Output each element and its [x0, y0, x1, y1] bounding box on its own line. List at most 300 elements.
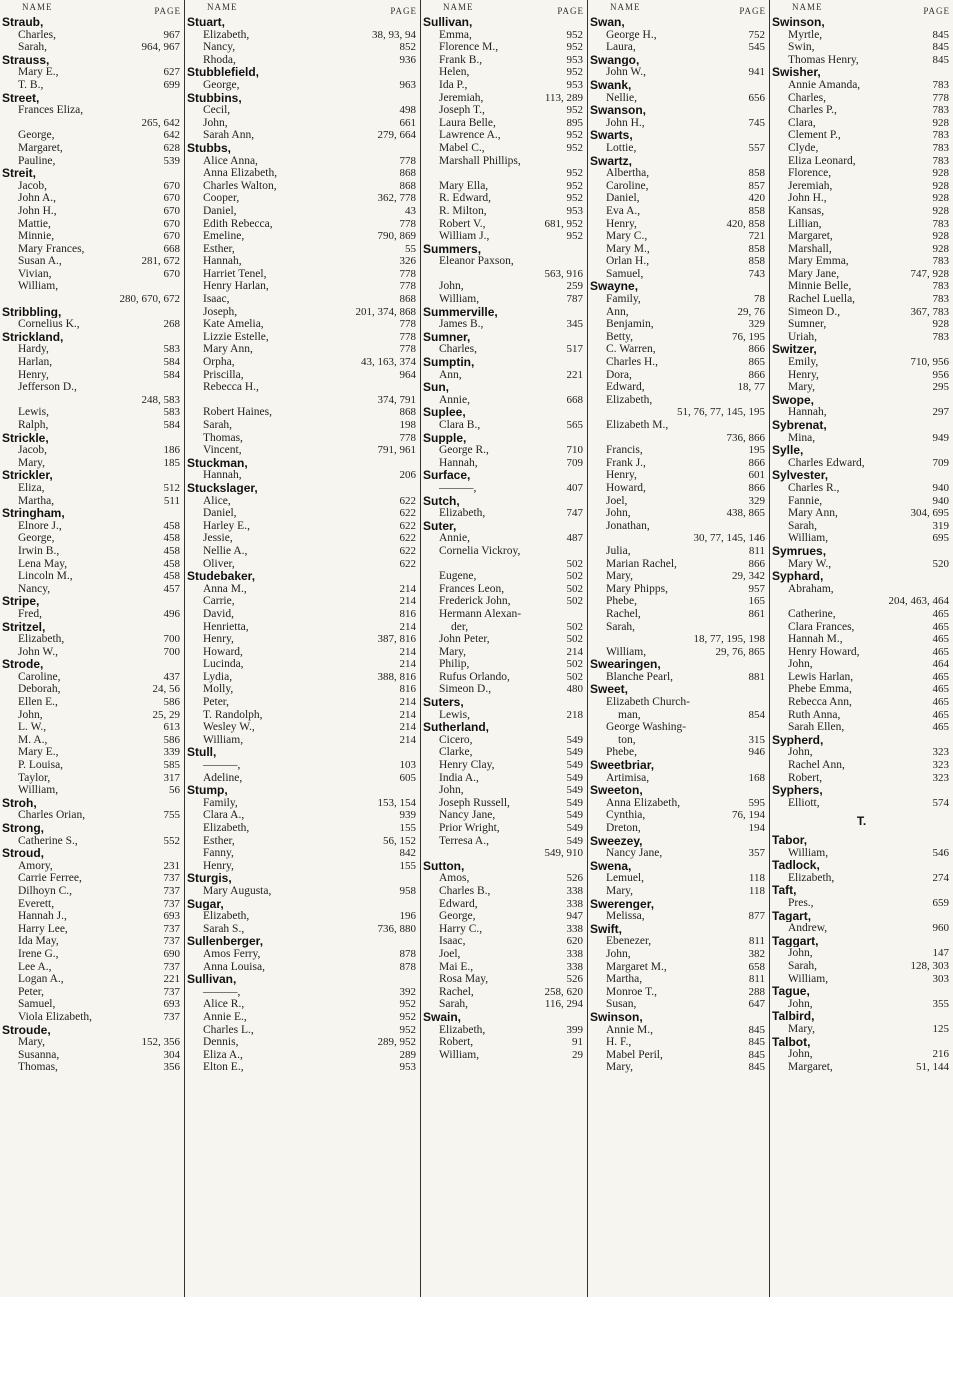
page-numbers: 18, 77	[737, 381, 765, 394]
entry-name: Alice R.,	[203, 998, 245, 1011]
index-entry	[421, 835, 587, 848]
index-entry	[0, 696, 184, 709]
page-numbers: 868	[399, 179, 416, 192]
index-entry	[770, 960, 953, 973]
entry-name: John W.,	[606, 66, 646, 79]
page-numbers: 355	[932, 997, 949, 1010]
page-numbers: 323	[932, 759, 949, 772]
page-numbers: 953	[566, 78, 583, 91]
index-entry	[588, 268, 769, 281]
index-entry	[421, 961, 587, 974]
index-entry	[185, 268, 420, 281]
index-entry	[588, 381, 769, 394]
surname-heading	[0, 16, 184, 29]
page-numbers: 465	[932, 708, 949, 721]
entry-name: Stuckslager,	[187, 481, 258, 495]
index-entry	[185, 205, 420, 218]
page-numbers: 43, 163, 374	[361, 356, 416, 369]
index-entry	[588, 797, 769, 810]
page-numbers: 953	[399, 1061, 416, 1074]
page-numbers: 842	[399, 847, 416, 860]
page-numbers: 76, 195	[732, 330, 765, 343]
index-entry	[0, 948, 184, 961]
index-entry	[770, 696, 953, 709]
entry-name: George,	[18, 532, 55, 545]
index-entry	[185, 595, 420, 608]
surname-heading	[185, 784, 420, 797]
page-numbers: 952	[566, 41, 583, 54]
index-entry	[0, 280, 184, 293]
page-numbers: 595	[748, 796, 765, 809]
page-numbers: 526	[566, 872, 583, 885]
index-entry	[0, 532, 184, 545]
page-numbers: 43	[405, 204, 416, 217]
index-entry	[588, 910, 769, 923]
index-entry	[185, 255, 420, 268]
entry-name: Elnore J.,	[18, 519, 62, 532]
entry-list	[770, 16, 953, 1073]
page-numbers: 710	[566, 444, 583, 457]
page-header: PAGE	[923, 6, 950, 16]
page-numbers: 743	[748, 267, 765, 280]
index-entry	[185, 432, 420, 445]
index-entry	[770, 167, 953, 180]
index-entry	[421, 155, 587, 168]
index-entry	[185, 343, 420, 356]
entry-name: Mary Ella,	[439, 179, 489, 192]
index-entry	[185, 180, 420, 193]
page-numbers: 465	[932, 696, 949, 709]
index-entry	[0, 444, 184, 457]
index-entry	[588, 419, 769, 432]
entry-name: Sarah,	[788, 959, 818, 972]
surname-heading	[770, 343, 953, 356]
page-numbers: 511	[163, 494, 180, 507]
surname-heading	[421, 356, 587, 369]
entry-name: Harlan,	[18, 356, 53, 369]
page-numbers: 118	[748, 872, 765, 885]
index-entry	[421, 482, 587, 495]
page-numbers: 845	[748, 1061, 765, 1074]
surname-heading	[588, 923, 769, 936]
index-entry	[421, 54, 587, 67]
page-numbers: 584	[163, 356, 180, 369]
index-entry	[0, 709, 184, 722]
page-numbers: 861	[748, 607, 765, 620]
entry-name: Sullivan,	[187, 973, 237, 986]
surname-heading	[185, 973, 420, 986]
page-numbers: 30, 77, 145, 146	[693, 532, 765, 545]
index-entry	[588, 92, 769, 105]
surname-heading	[770, 910, 953, 923]
page-numbers: 214	[399, 595, 416, 608]
index-entry	[421, 608, 587, 621]
entry-name: Henry Harlan,	[203, 280, 269, 293]
index-entry	[185, 885, 420, 898]
entry-list	[421, 16, 587, 1061]
entry-name: T. B.,	[18, 78, 44, 91]
entry-name: Amory,	[18, 859, 53, 872]
index-entry	[0, 545, 184, 558]
entry-name: Marshall,	[788, 242, 832, 255]
surname-heading	[185, 872, 420, 885]
entry-name: Sumner,	[788, 318, 827, 331]
entry-name: Street,	[2, 91, 40, 105]
index-entry	[770, 671, 953, 684]
entry-name: Cornelius K.,	[18, 318, 80, 331]
page-numbers: 709	[566, 456, 583, 469]
entry-name: Samuel,	[606, 267, 644, 280]
index-entry	[0, 318, 184, 331]
entry-name: Elton E.,	[203, 1061, 244, 1074]
index-entry	[588, 142, 769, 155]
entry-name: John,	[18, 708, 43, 721]
entry-name: Mary,	[18, 1036, 46, 1049]
entry-name: Frances Eliza,	[18, 104, 84, 117]
entry-name: Henry,	[203, 633, 234, 646]
entry-name: Margaret,	[788, 230, 833, 243]
entry-name: Nancy,	[203, 41, 236, 54]
entry-name: John,	[606, 507, 631, 520]
page-numbers: 964	[399, 368, 416, 381]
entry-name: Symrues,	[772, 544, 827, 558]
index-entry	[185, 318, 420, 331]
entry-name: Anna Elizabeth,	[203, 167, 278, 180]
entry-name: Joseph,	[203, 305, 238, 318]
entry-name: Suplee,	[423, 406, 466, 419]
entry-name: Sweetbriar,	[590, 759, 655, 772]
entry-name: man,	[618, 708, 641, 721]
entry-name: Joel,	[439, 947, 461, 960]
page-numbers: 295	[932, 381, 949, 394]
index-entry	[588, 331, 769, 344]
surname-heading	[588, 155, 769, 168]
entry-name: Sturgis,	[187, 872, 232, 885]
index-entry	[185, 356, 420, 369]
entry-name: George,	[439, 910, 476, 923]
surname-heading	[0, 306, 184, 319]
page-numbers: 168	[748, 771, 765, 784]
entry-name: Stump,	[187, 784, 228, 797]
index-entry	[185, 1011, 420, 1024]
entry-name: Rhoda,	[203, 53, 236, 66]
page-numbers: 952	[566, 66, 583, 79]
index-entry	[770, 41, 953, 54]
page-numbers: 338	[566, 960, 583, 973]
page-header: PAGE	[390, 6, 417, 16]
index-entry	[421, 104, 587, 117]
index-entry	[588, 872, 769, 885]
entry-name: Cooper,	[203, 192, 240, 205]
surname-heading	[421, 331, 587, 344]
entry-name: Hannah M.,	[788, 633, 843, 646]
surname-heading	[185, 66, 420, 79]
index-entry	[185, 583, 420, 596]
page-numbers: 866	[748, 343, 765, 356]
index-entry	[421, 558, 587, 571]
index-entry	[185, 243, 420, 256]
entry-name: Swena,	[590, 859, 632, 873]
page-numbers: 858	[748, 255, 765, 268]
page-numbers: 502	[566, 582, 583, 595]
entry-name: Daniel,	[606, 192, 640, 205]
index-entry	[421, 230, 587, 243]
surname-heading	[588, 658, 769, 671]
entry-name: Viola Elizabeth,	[18, 1010, 93, 1023]
page-numbers: 549	[566, 834, 583, 847]
page-numbers: 745	[748, 116, 765, 129]
section-letter	[770, 815, 953, 828]
page-numbers: 622	[399, 494, 416, 507]
surname-heading	[0, 167, 184, 180]
entry-name: Summerville,	[423, 305, 498, 319]
page-numbers: 279, 664	[377, 129, 416, 142]
page-numbers: 721	[748, 230, 765, 243]
index-entry	[0, 369, 184, 382]
page-numbers: 622	[399, 544, 416, 557]
page-numbers: 574	[932, 796, 949, 809]
index-entry	[185, 671, 420, 684]
page-numbers: 659	[932, 896, 949, 909]
entry-name: Eva A.,	[606, 204, 641, 217]
entry-name: Henry,	[788, 368, 819, 381]
page-numbers: 737	[163, 960, 180, 973]
entry-name: Mai E.,	[439, 960, 474, 973]
index-entry	[421, 583, 587, 596]
index-entry	[770, 1023, 953, 1036]
page-numbers: 502	[566, 557, 583, 570]
index-entry	[185, 608, 420, 621]
entry-name: Alice Anna,	[203, 154, 258, 167]
page-numbers: 877	[748, 910, 765, 923]
index-entry	[588, 205, 769, 218]
page-numbers: 811	[748, 973, 765, 986]
page-numbers: 960	[932, 922, 949, 935]
index-entry	[0, 772, 184, 785]
page-numbers: 338	[566, 922, 583, 935]
entry-name: Sylle,	[772, 444, 804, 457]
index-entry	[770, 683, 953, 696]
page-numbers: 583	[163, 343, 180, 356]
index-entry	[588, 772, 769, 785]
entry-name: Mary,	[439, 645, 467, 658]
index-entry	[770, 922, 953, 935]
entry-name: Myrtle,	[788, 28, 823, 41]
entry-name: Abraham,	[788, 582, 834, 595]
index-entry	[185, 646, 420, 659]
page-numbers: 201, 374, 868	[355, 305, 416, 318]
index-entry	[588, 180, 769, 193]
index-entry	[421, 343, 587, 356]
page-numbers: 690	[163, 947, 180, 960]
index-entry	[421, 507, 587, 520]
entry-name: ton,	[618, 733, 636, 746]
index-entry	[0, 419, 184, 432]
index-entry	[770, 847, 953, 860]
entry-name: Eliza,	[18, 481, 45, 494]
index-entry	[185, 306, 420, 319]
entry-name: Isaac,	[439, 935, 466, 948]
page-numbers: 51, 144	[916, 1060, 949, 1073]
entry-name: Pauline,	[18, 154, 56, 167]
page-numbers: 487	[566, 532, 583, 545]
page-numbers: 502	[566, 620, 583, 633]
page-numbers: 399	[566, 1023, 583, 1036]
entry-name: Henry Howard,	[788, 645, 860, 658]
index-entry	[0, 495, 184, 508]
index-entry	[770, 243, 953, 256]
page-numbers: 778	[399, 280, 416, 293]
index-entry	[0, 872, 184, 885]
entry-name: Clara Frances,	[788, 620, 855, 633]
page-numbers: 952	[399, 1010, 416, 1023]
entry-name: Joseph T.,	[439, 104, 485, 117]
entry-name: Lewis,	[18, 406, 49, 419]
page-numbers: 323	[932, 771, 949, 784]
index-entry	[421, 79, 587, 92]
entry-name: Mary,	[606, 570, 634, 583]
page-numbers: 737	[163, 897, 180, 910]
entry-name: Stringham,	[2, 507, 65, 520]
index-entry	[185, 444, 420, 457]
page-numbers: 248, 583	[141, 393, 180, 406]
entry-name: Frank B.,	[439, 53, 483, 66]
page-numbers: 811	[748, 935, 765, 948]
column-header	[421, 0, 587, 16]
entry-name: Elizabeth Church-	[606, 696, 690, 709]
page-numbers: 103	[399, 759, 416, 772]
index-entry	[185, 633, 420, 646]
page-numbers: 214	[399, 721, 416, 734]
index-entry	[421, 923, 587, 936]
index-entry	[0, 268, 184, 281]
entry-name: John H.,	[18, 204, 57, 217]
entry-name: John,	[788, 1048, 813, 1061]
entry-name: Ann,	[439, 368, 462, 381]
entry-name: Henry Clay,	[439, 759, 495, 772]
index-entry	[770, 406, 953, 419]
index-entry	[588, 583, 769, 596]
entry-name: Sarah,	[606, 620, 636, 633]
page-numbers: 778	[399, 431, 416, 444]
entry-name: Jacob,	[18, 179, 48, 192]
entry-name: Samuel,	[18, 998, 56, 1011]
surname-heading	[185, 935, 420, 948]
page-numbers: 620	[566, 935, 583, 948]
index-entry	[0, 482, 184, 495]
page-numbers: 338	[566, 897, 583, 910]
entry-name: Mary,	[788, 381, 816, 394]
page-numbers: 778	[399, 217, 416, 230]
index-entry	[185, 822, 420, 835]
page-numbers: 457	[163, 582, 180, 595]
entry-name: William,	[788, 972, 829, 985]
page-numbers: 502	[566, 633, 583, 646]
name-header: NAME	[207, 2, 238, 12]
entry-name: Elliott,	[788, 796, 820, 809]
index-entry	[588, 633, 769, 646]
entry-name: Harry Lee,	[18, 922, 68, 935]
index-entry	[185, 419, 420, 432]
entry-name: Strickler,	[2, 469, 53, 482]
page-numbers: 152, 356	[141, 1036, 180, 1049]
index-entry	[185, 797, 420, 810]
entry-name: John W.,	[18, 645, 58, 658]
page-numbers: 221	[566, 368, 583, 381]
index-entry	[421, 394, 587, 407]
index-entry	[185, 331, 420, 344]
page-numbers: 736, 866	[726, 431, 765, 444]
index-entry	[770, 218, 953, 231]
page-numbers: 539	[163, 154, 180, 167]
page-numbers: 214	[566, 645, 583, 658]
page-numbers: 928	[932, 116, 949, 129]
name-header: NAME	[22, 2, 53, 12]
index-entry	[770, 457, 953, 470]
index-entry	[0, 835, 184, 848]
index-entry	[770, 583, 953, 596]
entry-name: Daniel,	[203, 204, 237, 217]
page-numbers: 622	[399, 519, 416, 532]
index-entry	[588, 432, 769, 445]
page-numbers: 194	[748, 822, 765, 834]
index-entry	[770, 180, 953, 193]
entry-name: Elizabeth,	[18, 633, 65, 646]
index-entry	[770, 797, 953, 810]
index-entry	[421, 1024, 587, 1037]
page-numbers: 783	[932, 154, 949, 167]
index-entry	[588, 306, 769, 319]
index-entry	[588, 948, 769, 961]
entry-name: Swope,	[772, 393, 815, 407]
index-entry	[0, 79, 184, 92]
entry-name: Emeline,	[203, 230, 245, 243]
surname-heading	[421, 495, 587, 508]
entry-name: Hermann Alexan-	[439, 607, 522, 620]
entry-name: Sarah Ann,	[203, 129, 255, 142]
page-numbers: 214	[399, 658, 416, 671]
index-entry	[185, 948, 420, 961]
index-entry	[185, 167, 420, 180]
page-numbers: 928	[932, 167, 949, 180]
entry-name: India A.,	[439, 771, 479, 784]
index-entry	[0, 394, 184, 407]
page-numbers: 866	[748, 557, 765, 570]
entry-name: Eliza A.,	[203, 1048, 243, 1061]
index-entry	[588, 570, 769, 583]
index-entry	[185, 280, 420, 293]
entry-name: R. Milton,	[439, 204, 487, 217]
entry-name: James B.,	[439, 318, 484, 331]
entry-name: Elizabeth,	[203, 910, 250, 923]
index-entry	[421, 318, 587, 331]
index-entry	[770, 872, 953, 885]
page-numbers: 783	[932, 330, 949, 343]
entry-name: Phebe,	[606, 746, 637, 759]
index-entry	[421, 872, 587, 885]
entry-name: Emma,	[439, 28, 472, 41]
index-entry	[0, 343, 184, 356]
entry-name: Charles P.,	[788, 104, 837, 117]
entry-name: Robert,	[788, 771, 823, 784]
entry-name: Mary E.,	[18, 746, 59, 759]
page-numbers: 545	[748, 41, 765, 54]
entry-name: Everett,	[18, 897, 55, 910]
index-entry	[185, 1061, 420, 1074]
index-entry	[421, 180, 587, 193]
page-numbers: 437	[163, 670, 180, 683]
page-numbers: 700	[163, 645, 180, 658]
